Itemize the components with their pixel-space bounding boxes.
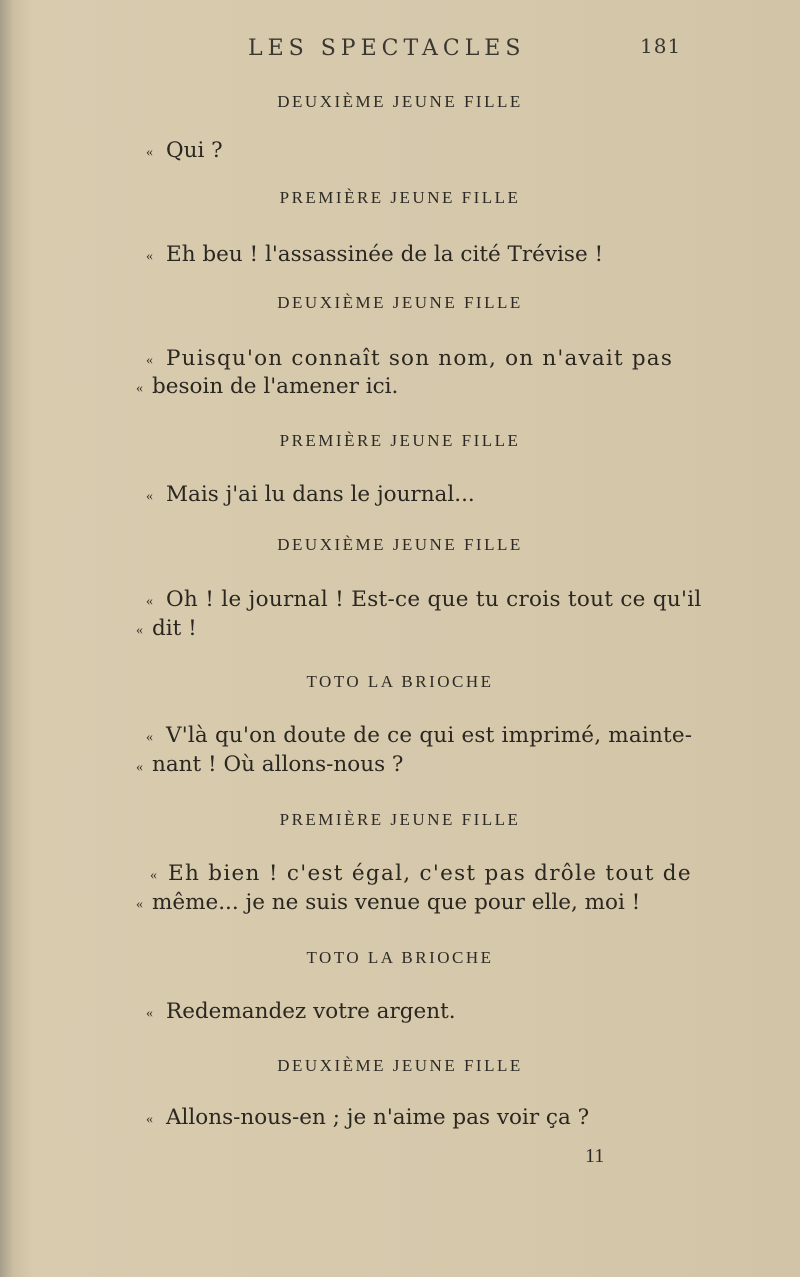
speaker-heading: DEUXIÈME JEUNE FILLE (277, 92, 523, 111)
dialogue-line: besoin de l'amener ici. (152, 374, 399, 399)
quote-mark: « (146, 1112, 153, 1127)
dialogue-line: Allons-nous-en ; je n'aime pas voir ça ? (166, 1105, 590, 1130)
quote-mark: « (136, 760, 143, 775)
quote-mark: « (146, 353, 153, 368)
dialogue-line: Eh bien ! c'est égal, c'est pas drôle tout de (168, 861, 692, 886)
page-number: 181 (640, 34, 682, 58)
speaker-heading: PREMIÈRE JEUNE FILLE (279, 431, 521, 450)
dialogue-line: V'là qu'on doute de ce qui est imprimé, mainte- (166, 723, 693, 748)
quote-mark: « (136, 897, 143, 912)
dialogue-line: même... je ne suis venue que pour elle, moi ! (152, 890, 641, 915)
quote-mark: « (146, 594, 153, 609)
speaker-heading: DEUXIÈME JEUNE FILLE (277, 293, 523, 312)
dialogue-line: Puisqu'on connaît son nom, on n'avait pas (166, 346, 674, 371)
speaker-heading: DEUXIÈME JEUNE FILLE (277, 535, 523, 554)
quote-mark: « (146, 145, 153, 160)
speaker-heading: TOTO LA BRIOCHE (306, 672, 494, 691)
signature-mark: 11 (585, 1145, 605, 1167)
quote-mark: « (136, 381, 143, 396)
quote-mark: « (146, 489, 153, 504)
quote-mark: « (150, 868, 157, 883)
speaker-heading: PREMIÈRE JEUNE FILLE (279, 810, 521, 829)
speaker-heading: TOTO LA BRIOCHE (306, 948, 494, 967)
dialogue-line: nant ! Où allons-nous ? (152, 752, 404, 777)
dialogue-line: dit ! (152, 616, 197, 641)
dialogue-line: Mais j'ai lu dans le journal... (166, 482, 475, 507)
page-header (0, 24, 800, 64)
dialogue-line: Redemandez votre argent. (166, 999, 456, 1024)
dialogue-line: Oh ! le journal ! Est-ce que tu crois tout ce qu'il (166, 587, 702, 612)
speaker-heading: PREMIÈRE JEUNE FILLE (279, 188, 521, 207)
quote-mark: « (146, 1006, 153, 1021)
quote-mark: « (136, 623, 143, 638)
quote-mark: « (146, 249, 153, 264)
speaker-heading: DEUXIÈME JEUNE FILLE (277, 1056, 523, 1075)
quote-mark: « (146, 730, 153, 745)
running-head: LES SPECTACLES (248, 36, 526, 61)
dialogue-line: Qui ? (166, 138, 223, 163)
dialogue-line: Eh beu ! l'assassinée de la cité Trévise ! (166, 242, 604, 267)
